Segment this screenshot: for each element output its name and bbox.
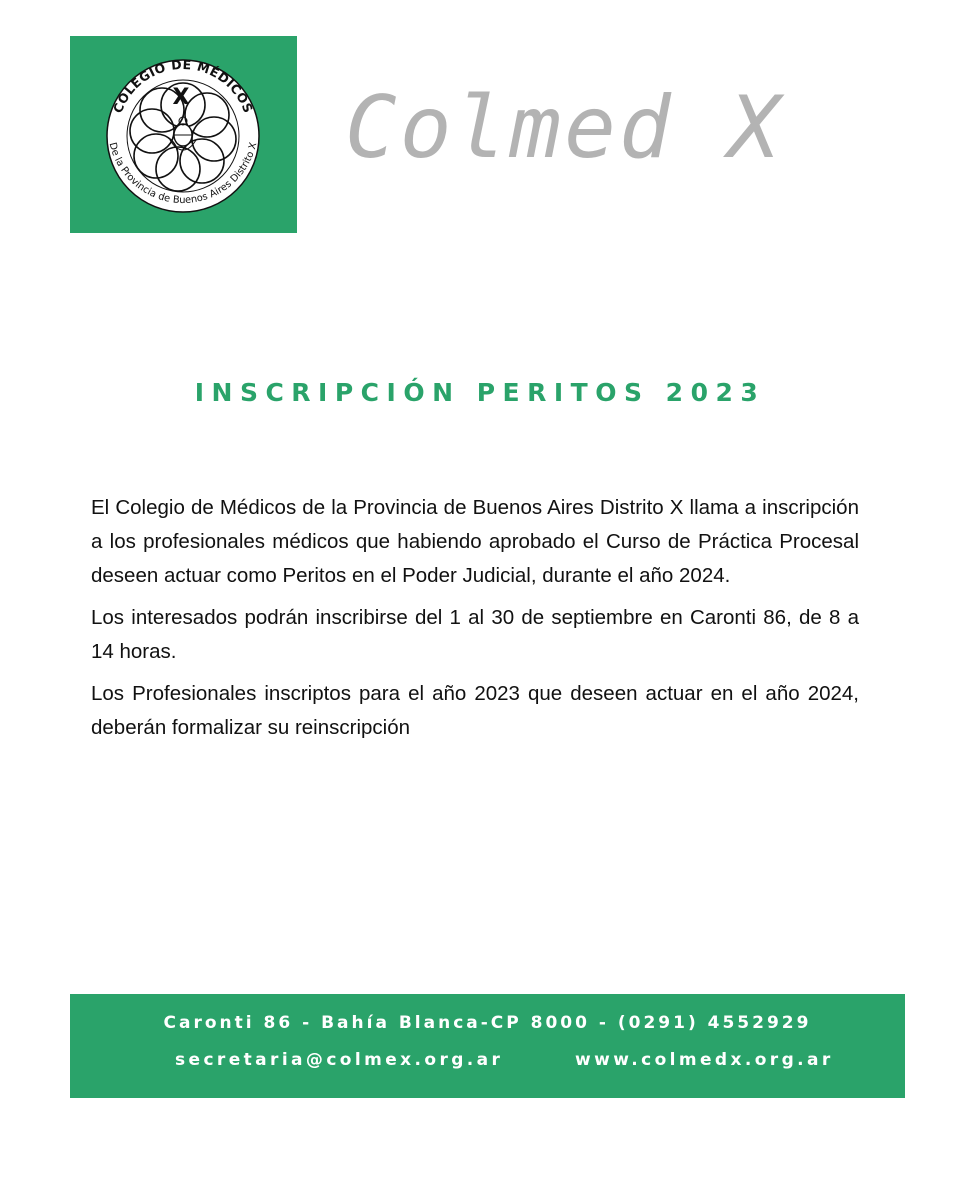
- paragraph-schedule: Los interesados podrán inscribirse del 1 al 30 de septiembre en Caronti 86, de 8 a 14 horas.: [91, 606, 859, 663]
- logo-top-text: COLEGIO DE MÉDICOS: [109, 56, 257, 116]
- logo-center-letter: X: [172, 85, 190, 110]
- logo: [70, 36, 297, 233]
- footer: [70, 994, 905, 1098]
- logo-bottom-text: De la Provincia de Buenos Aires Distrito X: [106, 141, 260, 207]
- footer-website-link[interactable]: www.colmedx.org.ar: [575, 1050, 834, 1070]
- brand-name: Colmed X: [345, 78, 784, 178]
- page-title: INSCRIPCIÓN PERITOS 2023: [194, 378, 766, 407]
- announcement-body: [91, 491, 859, 753]
- footer-address: Caronti 86 - Bahía Blanca-CP 8000 - (0291) 4552929: [163, 1013, 812, 1033]
- logo-seal: [70, 36, 297, 233]
- paragraph-reinscription: Los Profesionales inscriptos para el año 2023 que deseen actuar en el año 2024, deberán formalizar su reinscripción: [91, 682, 859, 739]
- paragraph-call: El Colegio de Médicos de la Provincia de Buenos Aires Distrito X llama a inscripción a los profesionales médicos que habiendo aprobado el Curso de Práctica Procesal deseen actuar como Peritos en el Poder Judicial, durante el año 2024.: [91, 496, 859, 587]
- footer-email-link[interactable]: secretaria@colmex.org.ar: [175, 1050, 504, 1070]
